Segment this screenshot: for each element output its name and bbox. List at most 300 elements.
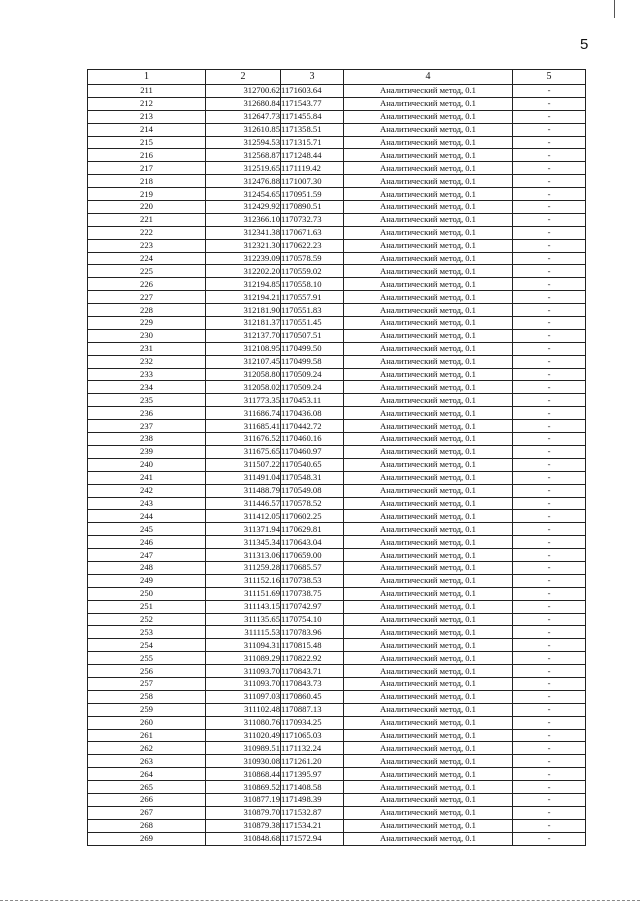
- x-coordinate-cell: 311094.31: [206, 639, 281, 652]
- note-cell: -: [513, 781, 586, 794]
- point-number-cell: 248: [88, 561, 206, 574]
- x-coordinate-cell: 312680.84: [206, 97, 281, 110]
- note-cell: -: [513, 407, 586, 420]
- method-cell: Аналитический метод, 0.1: [344, 484, 513, 497]
- method-cell: Аналитический метод, 0.1: [344, 716, 513, 729]
- point-number-cell: 254: [88, 639, 206, 652]
- x-coordinate-cell: 312108.95: [206, 342, 281, 355]
- x-coordinate-cell: 311152.16: [206, 574, 281, 587]
- y-coordinate-cell: 1170742.97: [281, 600, 344, 613]
- note-cell: -: [513, 497, 586, 510]
- x-coordinate-cell: 311446.57: [206, 497, 281, 510]
- note-cell: -: [513, 291, 586, 304]
- note-cell: -: [513, 510, 586, 523]
- table-row: [88, 781, 586, 794]
- method-cell: Аналитический метод, 0.1: [344, 239, 513, 252]
- table-row: [88, 639, 586, 652]
- method-cell: Аналитический метод, 0.1: [344, 793, 513, 806]
- point-number-cell: 266: [88, 793, 206, 806]
- method-cell: Аналитический метод, 0.1: [344, 819, 513, 832]
- table-row: [88, 342, 586, 355]
- method-cell: Аналитический метод, 0.1: [344, 626, 513, 639]
- scan-edge-line: [0, 900, 640, 902]
- y-coordinate-cell: 1170578.52: [281, 497, 344, 510]
- x-coordinate-cell: 311143.15: [206, 600, 281, 613]
- point-number-cell: 241: [88, 471, 206, 484]
- method-cell: Аналитический метод, 0.1: [344, 188, 513, 201]
- method-cell: Аналитический метод, 0.1: [344, 665, 513, 678]
- point-number-cell: 257: [88, 677, 206, 690]
- y-coordinate-cell: 1170659.00: [281, 549, 344, 562]
- note-cell: -: [513, 729, 586, 742]
- x-coordinate-cell: 310879.38: [206, 819, 281, 832]
- method-cell: Аналитический метод, 0.1: [344, 291, 513, 304]
- point-number-cell: 252: [88, 613, 206, 626]
- table-row: [88, 523, 586, 536]
- y-coordinate-cell: 1170549.08: [281, 484, 344, 497]
- table-row: [88, 536, 586, 549]
- note-cell: -: [513, 819, 586, 832]
- note-cell: -: [513, 587, 586, 600]
- table-row: [88, 149, 586, 162]
- point-number-cell: 234: [88, 381, 206, 394]
- point-number-cell: 253: [88, 626, 206, 639]
- y-coordinate-cell: 1171498.39: [281, 793, 344, 806]
- method-cell: Аналитический метод, 0.1: [344, 523, 513, 536]
- y-coordinate-cell: 1170754.10: [281, 613, 344, 626]
- method-cell: Аналитический метод, 0.1: [344, 806, 513, 819]
- y-coordinate-cell: 1171358.51: [281, 123, 344, 136]
- note-cell: -: [513, 110, 586, 123]
- y-coordinate-cell: 1171455.84: [281, 110, 344, 123]
- y-coordinate-cell: 1170509.24: [281, 381, 344, 394]
- table-row: [88, 793, 586, 806]
- note-cell: -: [513, 768, 586, 781]
- point-number-cell: 250: [88, 587, 206, 600]
- method-cell: Аналитический метод, 0.1: [344, 162, 513, 175]
- header-col-2: 2: [206, 70, 281, 85]
- method-cell: Аналитический метод, 0.1: [344, 149, 513, 162]
- x-coordinate-cell: 311135.65: [206, 613, 281, 626]
- method-cell: Аналитический метод, 0.1: [344, 742, 513, 755]
- point-number-cell: 260: [88, 716, 206, 729]
- y-coordinate-cell: 1170629.81: [281, 523, 344, 536]
- note-cell: -: [513, 342, 586, 355]
- table-row: [88, 742, 586, 755]
- note-cell: -: [513, 690, 586, 703]
- point-number-cell: 256: [88, 665, 206, 678]
- x-coordinate-cell: 310989.51: [206, 742, 281, 755]
- table-row: [88, 677, 586, 690]
- method-cell: Аналитический метод, 0.1: [344, 549, 513, 562]
- table-row: [88, 317, 586, 330]
- note-cell: -: [513, 278, 586, 291]
- note-cell: -: [513, 188, 586, 201]
- point-number-cell: 259: [88, 703, 206, 716]
- note-cell: -: [513, 265, 586, 278]
- y-coordinate-cell: 1170951.59: [281, 188, 344, 201]
- method-cell: Аналитический метод, 0.1: [344, 317, 513, 330]
- note-cell: -: [513, 368, 586, 381]
- method-cell: Аналитический метод, 0.1: [344, 342, 513, 355]
- y-coordinate-cell: 1170887.13: [281, 703, 344, 716]
- point-number-cell: 240: [88, 458, 206, 471]
- note-cell: -: [513, 458, 586, 471]
- point-number-cell: 243: [88, 497, 206, 510]
- x-coordinate-cell: 312181.37: [206, 317, 281, 330]
- note-cell: -: [513, 201, 586, 214]
- table-row: [88, 110, 586, 123]
- x-coordinate-cell: 310879.70: [206, 806, 281, 819]
- table-row: [88, 433, 586, 446]
- table-row: [88, 123, 586, 136]
- table-row: [88, 201, 586, 214]
- x-coordinate-cell: 311020.49: [206, 729, 281, 742]
- x-coordinate-cell: 311685.41: [206, 420, 281, 433]
- x-coordinate-cell: 311097.03: [206, 690, 281, 703]
- x-coordinate-cell: 312519.65: [206, 162, 281, 175]
- note-cell: -: [513, 149, 586, 162]
- note-cell: -: [513, 445, 586, 458]
- point-number-cell: 247: [88, 549, 206, 562]
- method-cell: Аналитический метод, 0.1: [344, 175, 513, 188]
- x-coordinate-cell: 312058.02: [206, 381, 281, 394]
- note-cell: -: [513, 85, 586, 98]
- note-cell: -: [513, 317, 586, 330]
- x-coordinate-cell: 312366.10: [206, 213, 281, 226]
- x-coordinate-cell: 312429.92: [206, 201, 281, 214]
- page-number: 5: [580, 36, 589, 53]
- y-coordinate-cell: 1170671.63: [281, 226, 344, 239]
- x-coordinate-cell: 312194.21: [206, 291, 281, 304]
- y-coordinate-cell: 1170860.45: [281, 690, 344, 703]
- point-number-cell: 249: [88, 574, 206, 587]
- table-row: [88, 407, 586, 420]
- method-cell: Аналитический метод, 0.1: [344, 510, 513, 523]
- y-coordinate-cell: 1171065.03: [281, 729, 344, 742]
- point-number-cell: 227: [88, 291, 206, 304]
- y-coordinate-cell: 1171408.58: [281, 781, 344, 794]
- table-row: [88, 136, 586, 149]
- y-coordinate-cell: 1170509.24: [281, 368, 344, 381]
- note-cell: -: [513, 703, 586, 716]
- method-cell: Аналитический метод, 0.1: [344, 355, 513, 368]
- table-row: [88, 703, 586, 716]
- note-cell: -: [513, 561, 586, 574]
- y-coordinate-cell: 1170453.11: [281, 394, 344, 407]
- x-coordinate-cell: 312647.73: [206, 110, 281, 123]
- y-coordinate-cell: 1170822.92: [281, 652, 344, 665]
- method-cell: Аналитический метод, 0.1: [344, 781, 513, 794]
- note-cell: -: [513, 832, 586, 845]
- note-cell: -: [513, 600, 586, 613]
- table-row: [88, 626, 586, 639]
- header-col-1: 1: [88, 70, 206, 85]
- y-coordinate-cell: 1170738.75: [281, 587, 344, 600]
- y-coordinate-cell: 1170499.58: [281, 355, 344, 368]
- table-row: [88, 252, 586, 265]
- y-coordinate-cell: 1170551.45: [281, 317, 344, 330]
- x-coordinate-cell: 312194.85: [206, 278, 281, 291]
- method-cell: Аналитический метод, 0.1: [344, 652, 513, 665]
- header-col-5: 5: [513, 70, 586, 85]
- table-row: [88, 729, 586, 742]
- point-number-cell: 215: [88, 136, 206, 149]
- point-number-cell: 217: [88, 162, 206, 175]
- point-number-cell: 246: [88, 536, 206, 549]
- point-number-cell: 228: [88, 304, 206, 317]
- method-cell: Аналитический метод, 0.1: [344, 381, 513, 394]
- y-coordinate-cell: 1170732.73: [281, 213, 344, 226]
- note-cell: -: [513, 755, 586, 768]
- note-cell: -: [513, 381, 586, 394]
- y-coordinate-cell: 1171007.30: [281, 175, 344, 188]
- method-cell: Аналитический метод, 0.1: [344, 123, 513, 136]
- table-row: [88, 510, 586, 523]
- note-cell: -: [513, 304, 586, 317]
- y-coordinate-cell: 1171603.64: [281, 85, 344, 98]
- method-cell: Аналитический метод, 0.1: [344, 639, 513, 652]
- note-cell: -: [513, 136, 586, 149]
- point-number-cell: 218: [88, 175, 206, 188]
- note-cell: -: [513, 226, 586, 239]
- x-coordinate-cell: 311093.70: [206, 665, 281, 678]
- point-number-cell: 216: [88, 149, 206, 162]
- note-cell: -: [513, 536, 586, 549]
- note-cell: -: [513, 162, 586, 175]
- point-number-cell: 236: [88, 407, 206, 420]
- x-coordinate-cell: 312058.80: [206, 368, 281, 381]
- y-coordinate-cell: 1171532.87: [281, 806, 344, 819]
- table-row: [88, 665, 586, 678]
- x-coordinate-cell: 311093.70: [206, 677, 281, 690]
- x-coordinate-cell: 312454.65: [206, 188, 281, 201]
- point-number-cell: 251: [88, 600, 206, 613]
- y-coordinate-cell: 1171534.21: [281, 819, 344, 832]
- y-coordinate-cell: 1170815.48: [281, 639, 344, 652]
- point-number-cell: 226: [88, 278, 206, 291]
- method-cell: Аналитический метод, 0.1: [344, 213, 513, 226]
- note-cell: -: [513, 433, 586, 446]
- point-number-cell: 262: [88, 742, 206, 755]
- y-coordinate-cell: 1171395.97: [281, 768, 344, 781]
- y-coordinate-cell: 1170460.97: [281, 445, 344, 458]
- note-cell: -: [513, 652, 586, 665]
- point-number-cell: 224: [88, 252, 206, 265]
- y-coordinate-cell: 1170643.04: [281, 536, 344, 549]
- y-coordinate-cell: 1170602.25: [281, 510, 344, 523]
- x-coordinate-cell: 310848.68: [206, 832, 281, 845]
- table-row: [88, 690, 586, 703]
- x-coordinate-cell: 311259.28: [206, 561, 281, 574]
- note-cell: -: [513, 394, 586, 407]
- method-cell: Аналитический метод, 0.1: [344, 561, 513, 574]
- y-coordinate-cell: 1170460.16: [281, 433, 344, 446]
- method-cell: Аналитический метод, 0.1: [344, 600, 513, 613]
- method-cell: Аналитический метод, 0.1: [344, 420, 513, 433]
- x-coordinate-cell: 310930.08: [206, 755, 281, 768]
- x-coordinate-cell: 311675.65: [206, 445, 281, 458]
- x-coordinate-cell: 312239.09: [206, 252, 281, 265]
- note-cell: -: [513, 549, 586, 562]
- y-coordinate-cell: 1170843.71: [281, 665, 344, 678]
- table-row: [88, 175, 586, 188]
- table-row: [88, 806, 586, 819]
- table-row: [88, 832, 586, 845]
- x-coordinate-cell: 311115.53: [206, 626, 281, 639]
- point-number-cell: 232: [88, 355, 206, 368]
- x-coordinate-cell: 312594.53: [206, 136, 281, 149]
- method-cell: Аналитический метод, 0.1: [344, 226, 513, 239]
- method-cell: Аналитический метод, 0.1: [344, 265, 513, 278]
- method-cell: Аналитический метод, 0.1: [344, 110, 513, 123]
- y-coordinate-cell: 1170499.50: [281, 342, 344, 355]
- method-cell: Аналитический метод, 0.1: [344, 755, 513, 768]
- note-cell: -: [513, 574, 586, 587]
- x-coordinate-cell: 312321.30: [206, 239, 281, 252]
- table-row: [88, 600, 586, 613]
- x-coordinate-cell: 311371.94: [206, 523, 281, 536]
- y-coordinate-cell: 1170442.72: [281, 420, 344, 433]
- y-coordinate-cell: 1171261.20: [281, 755, 344, 768]
- y-coordinate-cell: 1171315.71: [281, 136, 344, 149]
- y-coordinate-cell: 1171572.94: [281, 832, 344, 845]
- y-coordinate-cell: 1170557.91: [281, 291, 344, 304]
- x-coordinate-cell: 311686.74: [206, 407, 281, 420]
- point-number-cell: 235: [88, 394, 206, 407]
- method-cell: Аналитический метод, 0.1: [344, 574, 513, 587]
- table-row: [88, 819, 586, 832]
- y-coordinate-cell: 1170507.51: [281, 329, 344, 342]
- method-cell: Аналитический метод, 0.1: [344, 304, 513, 317]
- table-row: [88, 768, 586, 781]
- note-cell: -: [513, 213, 586, 226]
- y-coordinate-cell: 1170540.65: [281, 458, 344, 471]
- table-row: [88, 652, 586, 665]
- x-coordinate-cell: 312341.38: [206, 226, 281, 239]
- point-number-cell: 267: [88, 806, 206, 819]
- x-coordinate-cell: 310868.44: [206, 768, 281, 781]
- table-row: [88, 394, 586, 407]
- y-coordinate-cell: 1170738.53: [281, 574, 344, 587]
- table-row: [88, 549, 586, 562]
- note-cell: -: [513, 355, 586, 368]
- note-cell: -: [513, 420, 586, 433]
- y-coordinate-cell: 1171119.42: [281, 162, 344, 175]
- note-cell: -: [513, 793, 586, 806]
- point-number-cell: 222: [88, 226, 206, 239]
- x-coordinate-cell: 312181.90: [206, 304, 281, 317]
- point-number-cell: 211: [88, 85, 206, 98]
- table-row: [88, 188, 586, 201]
- point-number-cell: 233: [88, 368, 206, 381]
- point-number-cell: 231: [88, 342, 206, 355]
- x-coordinate-cell: 311151.69: [206, 587, 281, 600]
- y-coordinate-cell: 1170578.59: [281, 252, 344, 265]
- coordinates-table: [87, 69, 586, 846]
- y-coordinate-cell: 1170843.73: [281, 677, 344, 690]
- y-coordinate-cell: 1170548.31: [281, 471, 344, 484]
- note-cell: -: [513, 252, 586, 265]
- note-cell: -: [513, 626, 586, 639]
- note-cell: -: [513, 677, 586, 690]
- y-coordinate-cell: 1171132.24: [281, 742, 344, 755]
- point-number-cell: 219: [88, 188, 206, 201]
- y-coordinate-cell: 1170559.02: [281, 265, 344, 278]
- x-coordinate-cell: 311412.05: [206, 510, 281, 523]
- table-row: [88, 85, 586, 98]
- x-coordinate-cell: 311507.22: [206, 458, 281, 471]
- table-row: [88, 265, 586, 278]
- point-number-cell: 242: [88, 484, 206, 497]
- table-body: [88, 85, 586, 846]
- y-coordinate-cell: 1170783.96: [281, 626, 344, 639]
- x-coordinate-cell: 312700.62: [206, 85, 281, 98]
- method-cell: Аналитический метод, 0.1: [344, 458, 513, 471]
- x-coordinate-cell: 312610.85: [206, 123, 281, 136]
- note-cell: -: [513, 484, 586, 497]
- table-row: [88, 561, 586, 574]
- x-coordinate-cell: 311488.79: [206, 484, 281, 497]
- method-cell: Аналитический метод, 0.1: [344, 394, 513, 407]
- note-cell: -: [513, 742, 586, 755]
- point-number-cell: 263: [88, 755, 206, 768]
- x-coordinate-cell: 311080.76: [206, 716, 281, 729]
- x-coordinate-cell: 311676.52: [206, 433, 281, 446]
- table-row: [88, 213, 586, 226]
- point-number-cell: 237: [88, 420, 206, 433]
- table-row: [88, 484, 586, 497]
- method-cell: Аналитический метод, 0.1: [344, 97, 513, 110]
- y-coordinate-cell: 1170622.23: [281, 239, 344, 252]
- table-row: [88, 278, 586, 291]
- note-cell: -: [513, 716, 586, 729]
- point-number-cell: 244: [88, 510, 206, 523]
- y-coordinate-cell: 1170890.51: [281, 201, 344, 214]
- table-row: [88, 587, 586, 600]
- point-number-cell: 214: [88, 123, 206, 136]
- point-number-cell: 213: [88, 110, 206, 123]
- method-cell: Аналитический метод, 0.1: [344, 445, 513, 458]
- note-cell: -: [513, 613, 586, 626]
- x-coordinate-cell: 312107.45: [206, 355, 281, 368]
- table-row: [88, 355, 586, 368]
- header-col-4: 4: [344, 70, 513, 85]
- point-number-cell: 230: [88, 329, 206, 342]
- point-number-cell: 255: [88, 652, 206, 665]
- method-cell: Аналитический метод, 0.1: [344, 201, 513, 214]
- method-cell: Аналитический метод, 0.1: [344, 368, 513, 381]
- point-number-cell: 268: [88, 819, 206, 832]
- table-row: [88, 471, 586, 484]
- note-cell: -: [513, 471, 586, 484]
- table-row: [88, 613, 586, 626]
- y-coordinate-cell: 1171248.44: [281, 149, 344, 162]
- method-cell: Аналитический метод, 0.1: [344, 613, 513, 626]
- point-number-cell: 264: [88, 768, 206, 781]
- x-coordinate-cell: 312476.88: [206, 175, 281, 188]
- y-coordinate-cell: 1170558.10: [281, 278, 344, 291]
- point-number-cell: 261: [88, 729, 206, 742]
- point-number-cell: 220: [88, 201, 206, 214]
- method-cell: Аналитический метод, 0.1: [344, 252, 513, 265]
- method-cell: Аналитический метод, 0.1: [344, 703, 513, 716]
- point-number-cell: 223: [88, 239, 206, 252]
- method-cell: Аналитический метод, 0.1: [344, 85, 513, 98]
- point-number-cell: 269: [88, 832, 206, 845]
- table-row: [88, 329, 586, 342]
- method-cell: Аналитический метод, 0.1: [344, 471, 513, 484]
